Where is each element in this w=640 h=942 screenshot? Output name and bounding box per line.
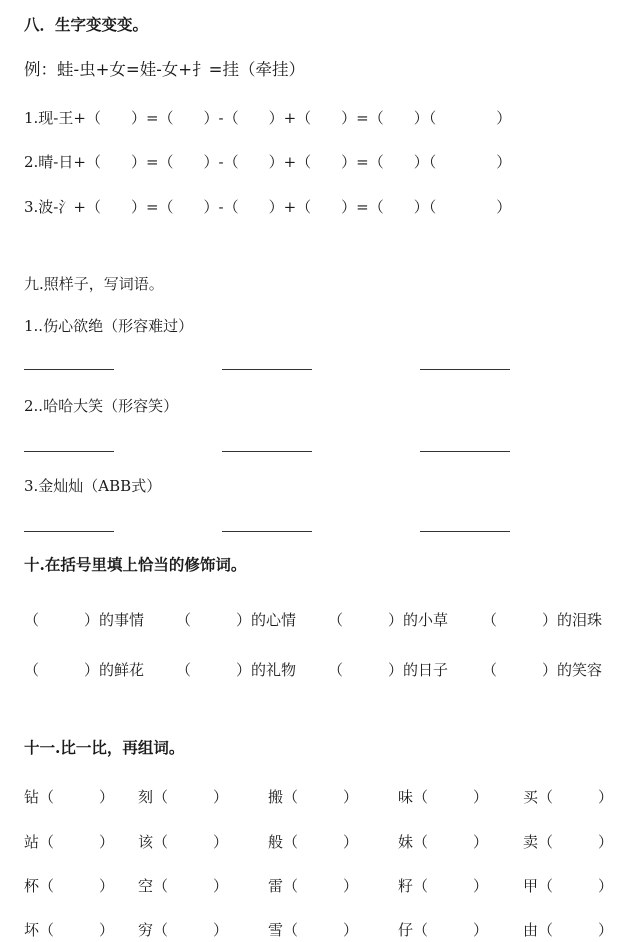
- word-item[interactable]: 由（ ）: [523, 921, 614, 939]
- fill-item[interactable]: （ ）的泪珠: [482, 611, 603, 629]
- fill-item[interactable]: （ ）的事情: [24, 611, 145, 629]
- fill-item[interactable]: （ ）的小草: [328, 611, 449, 629]
- answer-line[interactable]: [420, 369, 510, 370]
- answer-line[interactable]: [420, 451, 510, 452]
- word-item[interactable]: 卖（ ）: [523, 833, 614, 851]
- word-item[interactable]: 站（ ）: [24, 833, 115, 851]
- word-item[interactable]: 刻（ ）: [138, 788, 229, 806]
- fill-item[interactable]: （ ）的笑容: [482, 661, 603, 679]
- section8-title: 八．生字变变变。: [24, 15, 149, 34]
- answer-line[interactable]: [420, 531, 510, 532]
- answer-line[interactable]: [222, 369, 312, 370]
- word-item[interactable]: 杯（ ）: [24, 877, 115, 895]
- section8-item-2: 2.晴-日+（ ）=（ ）-（ ）+（ ）=（ ）（ ）: [24, 153, 512, 171]
- answer-line[interactable]: [24, 451, 114, 452]
- word-item[interactable]: 雪（ ）: [268, 921, 359, 939]
- section8-item-3: 3.波-氵+（ ）=（ ）-（ ）+（ ）=（ ）（ ）: [24, 198, 512, 216]
- answer-line[interactable]: [222, 451, 312, 452]
- word-item[interactable]: 穷（ ）: [138, 921, 229, 939]
- word-item[interactable]: 籽（ ）: [398, 877, 489, 895]
- word-item[interactable]: 空（ ）: [138, 877, 229, 895]
- fill-item[interactable]: （ ）的鲜花: [24, 661, 145, 679]
- word-item[interactable]: 仔（ ）: [398, 921, 489, 939]
- word-item[interactable]: 般（ ）: [268, 833, 359, 851]
- section8-item-1: 1.现-王+（ ）=（ ）-（ ）+（ ）=（ ）（ ）: [24, 109, 512, 127]
- word-item[interactable]: 该（ ）: [138, 833, 229, 851]
- word-item[interactable]: 搬（ ）: [268, 788, 359, 806]
- fill-item[interactable]: （ ）的礼物: [176, 661, 297, 679]
- word-item[interactable]: 坏（ ）: [24, 921, 115, 939]
- section9-title: 九.照样子，写词语。: [24, 275, 164, 293]
- answer-line[interactable]: [222, 531, 312, 532]
- fill-item[interactable]: （ ）的日子: [328, 661, 449, 679]
- word-item[interactable]: 味（ ）: [398, 788, 489, 806]
- section9-item-3: 3.金灿灿（ABB式）: [24, 477, 162, 495]
- section10-title: 十.在括号里填上恰当的修饰词。: [24, 555, 247, 574]
- section8-example: 例：蛙-虫+女=娃-女+扌=挂（牵挂）: [24, 60, 305, 79]
- word-item[interactable]: 钻（ ）: [24, 788, 115, 806]
- word-item[interactable]: 雷（ ）: [268, 877, 359, 895]
- word-item[interactable]: 买（ ）: [523, 788, 614, 806]
- section9-item-1: 1..伤心欲绝（形容难过）: [24, 317, 194, 335]
- answer-line[interactable]: [24, 369, 114, 370]
- answer-line[interactable]: [24, 531, 114, 532]
- section11-title: 十一.比一比，再组词。: [24, 738, 185, 757]
- word-item[interactable]: 甲（ ）: [523, 877, 614, 895]
- fill-item[interactable]: （ ）的心情: [176, 611, 297, 629]
- section9-item-2: 2..哈哈大笑（形容笑）: [24, 397, 179, 415]
- word-item[interactable]: 妹（ ）: [398, 833, 489, 851]
